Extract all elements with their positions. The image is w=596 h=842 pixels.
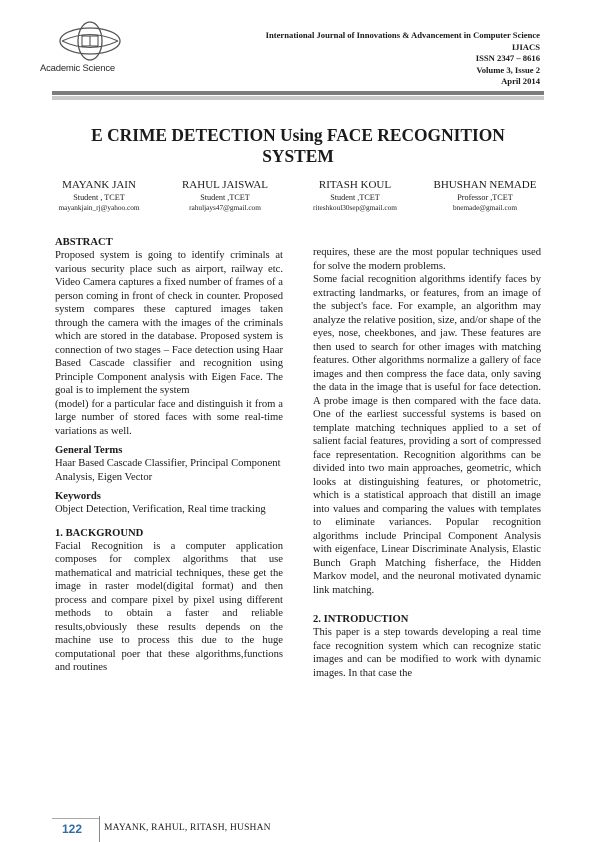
left-column — [55, 236, 283, 675]
journal-info — [180, 30, 540, 88]
journal-name: International Journal of Innovations & Advancement in Computer Science — [265, 30, 540, 40]
footer-separator — [99, 816, 100, 842]
introduction-text: This paper is a step towards developing a real time face recognition system which can recognize static images and can be modified to work with dynamic images. In that case the — [313, 627, 541, 679]
footer-authors: MAYANK, RAHUL, RITASH, HUSHAN — [104, 823, 271, 833]
author-name: BHUSHAN NEMADE — [433, 179, 537, 191]
author-affiliation: Student ,TCET — [330, 193, 380, 202]
abstract-heading: ABSTRACT — [55, 237, 113, 248]
author-block — [160, 179, 290, 213]
author-affiliation: Professor ,TCET — [457, 193, 513, 202]
author-affiliation: Student ,TCET — [200, 193, 250, 202]
algorithms-paragraph: Some facial recognition algorithms identify faces by extracting landmarks, or features, from an image of the subject's face. For example, an algorithm may analyze the relative position, size, and/or shape of the eyes, nose, cheekbones, and jaw. These features are then used to search for other images with matching features. Other algorithms normalize a gallery of face images and then compress the face data, only saving the data in the image that is useful for face detection. A probe image is then compared with the face data. One of the earliest successful systems is based on template matching techniques applied to a set of salient facial features, providing a sort of compressed face representation. Recognition algorithms can be divided into two main approaches, geometric, which looks at distinguishing features, or photometric, which is a statistical approach that distill an image into values and comparing the values with templates to eliminate variances. Popular recognition algorithms include Principal Component Analysis with eigenface, Linear Discriminate Analysis, Elastic Bunch Graph Matching fisherface, the Hidden Markov model, and the neuronal motivated dynamic link matching. — [313, 274, 541, 596]
author-affiliation: Student , TCET — [73, 193, 125, 202]
background-heading: 1. BACKGROUND — [55, 527, 144, 539]
journal-date: April 2014 — [501, 76, 540, 87]
author-email[interactable]: bnemade@gmail.com — [452, 203, 518, 212]
paper-title-line1: E CRIME DETECTION Using FACE RECOGNITION — [91, 125, 505, 145]
author-name: RAHUL JAISWAL — [181, 179, 269, 191]
journal-volume: Volume 3, Issue 2 — [476, 64, 540, 75]
journal-logo — [40, 20, 140, 80]
general-terms-text: Haar Based Cascade Classifier, Principal Component Analysis, Eigen Vector — [55, 458, 281, 483]
logo-text: Academic Science — [40, 63, 115, 74]
author-email[interactable]: rahuljays47@gmail.com — [189, 203, 261, 212]
introduction-heading: 2. INTRODUCTION — [313, 614, 409, 625]
page-number: 122 — [62, 822, 83, 836]
academic-science-logo-icon — [56, 20, 124, 62]
paper-title — [60, 125, 536, 167]
general-terms-heading: General Terms — [55, 445, 123, 456]
author-email[interactable]: riteshkoul30sep@gmail.com — [313, 203, 397, 212]
author-block — [34, 179, 164, 213]
author-name: MAYANK JAIN — [62, 179, 136, 191]
journal-issn: ISSN 2347 – 8616 — [475, 53, 540, 64]
header-divider-shadow — [52, 96, 544, 100]
right-column — [313, 246, 541, 680]
paper-title-line2: SYSTEM — [262, 146, 334, 166]
abstract-text: Proposed system is going to identify criminals at various security place such as airport, railway etc. Video Camera captures a fixed number of frames of a person coming in front of check in counter. Proposed system compares these captured images taken through the camera with the images of the criminals which are stored in the database. Proposed system is connection of two stages – Face detection using Haar Based Cascade classifier and recognition using Principle Component analysis with Eigen Face. The goal is to implement the system — [55, 250, 283, 396]
author-block — [290, 179, 420, 213]
author-name: RITASH KOUL — [318, 179, 392, 191]
background-text: Facial Recognition is a computer application composes for complex algorithms that use mathematical and matricial techniques, these get the image in raster model(digital format) and then process and compare pixel by pixel using different methods to obtain a faster and reliable results,obviously these results depends on the machine use to process this due to the huge computational poer that these algorithms,functions and routines — [55, 540, 283, 673]
header-divider — [52, 91, 544, 95]
background-continued-text: requires, these are the most popular techniques used for solve the modern problems. — [313, 247, 541, 272]
journal-abbrev: IJIACS — [511, 41, 540, 52]
author-block — [420, 179, 550, 213]
abstract-text-continued: (model) for a particular face and distinguish it from a large number of stored faces with some real-time variations as well. — [55, 398, 283, 437]
keywords-text: Object Detection, Verification, Real time tracking — [55, 504, 266, 515]
footer-divider — [52, 818, 100, 819]
author-email[interactable]: mayankjain_rj@yahoo.com — [58, 203, 140, 212]
keywords-heading: Keywords — [55, 491, 101, 502]
